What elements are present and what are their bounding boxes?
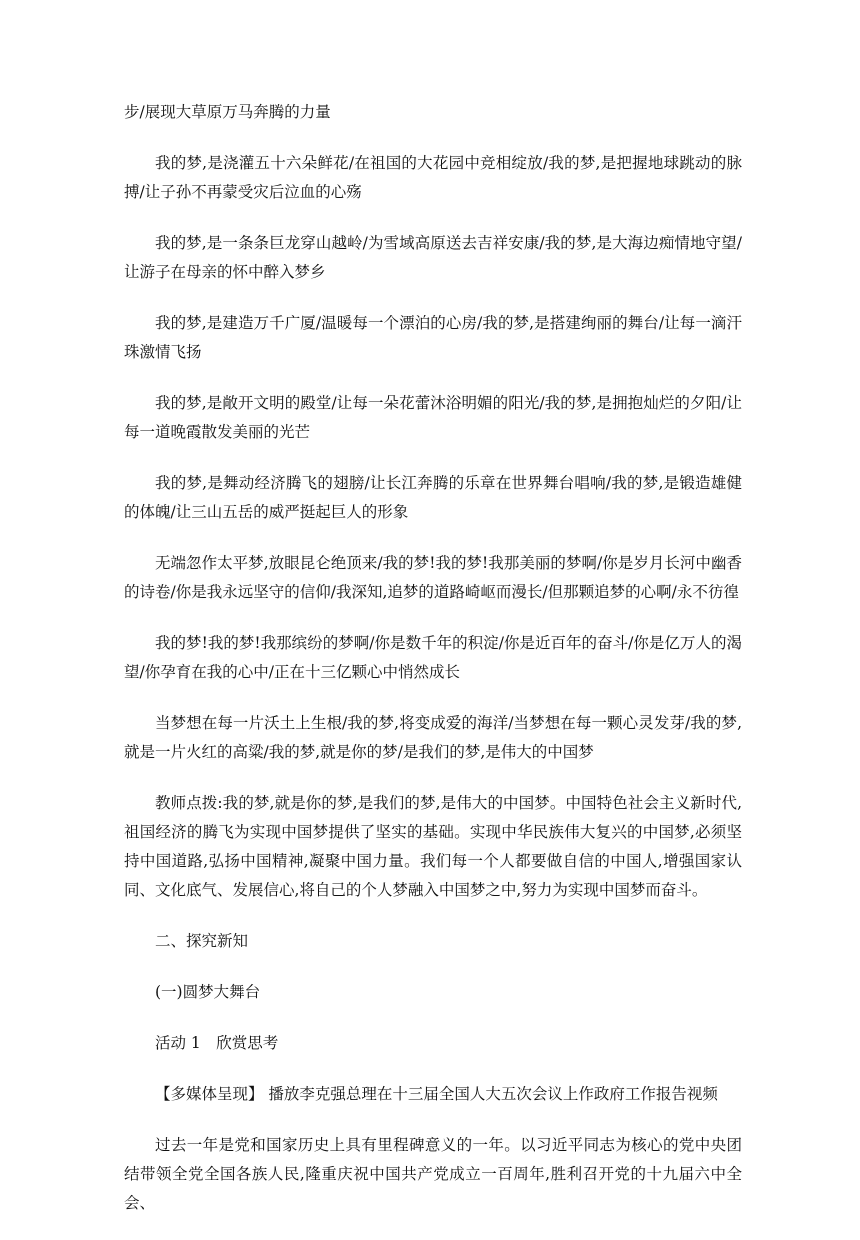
activity-heading: 活动 1 欣赏思考 bbox=[155, 1034, 279, 1052]
paragraph-continuation: 步/展现大草原万马奔腾的力量 bbox=[124, 103, 331, 121]
paragraph-report-excerpt: 过去一年是党和国家历史上具有里程碑意义的一年。以习近平同志为核心的党中央团结带领全党全国各族人民,隆重庆祝中国共产党成立一百周年,胜利召开党的十九届六中全会、 bbox=[124, 1136, 742, 1212]
paragraph-poem-verse-4: 我的梦,是敞开文明的殿堂/让每一朵花蕾沐浴明媚的阳光/我的梦,是拥抱灿烂的夕阳/让每一道晚霞散发美丽的光芒 bbox=[124, 394, 742, 441]
paragraph-teacher-guidance: 教师点拨:我的梦,就是你的梦,是我们的梦,是伟大的中国梦。中国特色社会主义新时代,祖国经济的腾飞为实现中国梦提供了坚实的基础。实现中华民族伟大复兴的中国梦,必须坚持中国道路,弘扬中国精神,凝聚中国力量。我们每一个人都要做自信的中国人,增强国家认同、文化底气、发展信心,将自己的个人梦融入中国梦之中,努力为实现中国梦而奋斗。 bbox=[124, 794, 742, 899]
paragraph-poem-verse-6: 无端忽作太平梦,放眼昆仑绝顶来/我的梦!我的梦!我那美丽的梦啊/你是岁月长河中幽香的诗卷/你是我永远坚守的信仰/我深知,追梦的道路崎岖而漫长/但那颗追梦的心啊/永不彷徨 bbox=[124, 554, 742, 601]
paragraph-poem-verse-2: 我的梦,是一条条巨龙穿山越岭/为雪域高原送去吉祥安康/我的梦,是大海边痴情地守望/让游子在母亲的怀中醉入梦乡 bbox=[124, 234, 742, 281]
paragraph-poem-verse-3: 我的梦,是建造万千广厦/温暖每一个漂泊的心房/我的梦,是搭建绚丽的舞台/让每一滴汗珠激情飞扬 bbox=[124, 314, 742, 361]
paragraph-multimedia-note: 【多媒体呈现】 播放李克强总理在十三届全国人大五次会议上作政府工作报告视频 bbox=[155, 1085, 718, 1103]
section-heading: 二、探究新知 bbox=[155, 932, 249, 950]
paragraph-poem-verse-7: 我的梦!我的梦!我那缤纷的梦啊/你是数千年的积淀/你是近百年的奋斗/你是亿万人的渴望/你孕育在我的心中/正在十三亿颗心中悄然成长 bbox=[124, 634, 742, 681]
paragraph-poem-verse-8: 当梦想在每一片沃土上生根/我的梦,将变成爱的海洋/当梦想在每一颗心灵发芽/我的梦,就是一片火红的高粱/我的梦,就是你的梦/是我们的梦,是伟大的中国梦 bbox=[124, 714, 742, 761]
paragraph-poem-verse-5: 我的梦,是舞动经济腾飞的翅膀/让长江奔腾的乐章在世界舞台唱响/我的梦,是锻造雄健的体魄/让三山五岳的威严挺起巨人的形象 bbox=[124, 474, 742, 521]
document-body bbox=[124, 98, 742, 1240]
subsection-heading: (一)圆梦大舞台 bbox=[155, 983, 261, 1001]
paragraph-poem-verse-1: 我的梦,是浇灌五十六朵鲜花/在祖国的大花园中竞相绽放/我的梦,是把握地球跳动的脉搏/让子孙不再蒙受灾后泣血的心殇 bbox=[124, 154, 742, 201]
